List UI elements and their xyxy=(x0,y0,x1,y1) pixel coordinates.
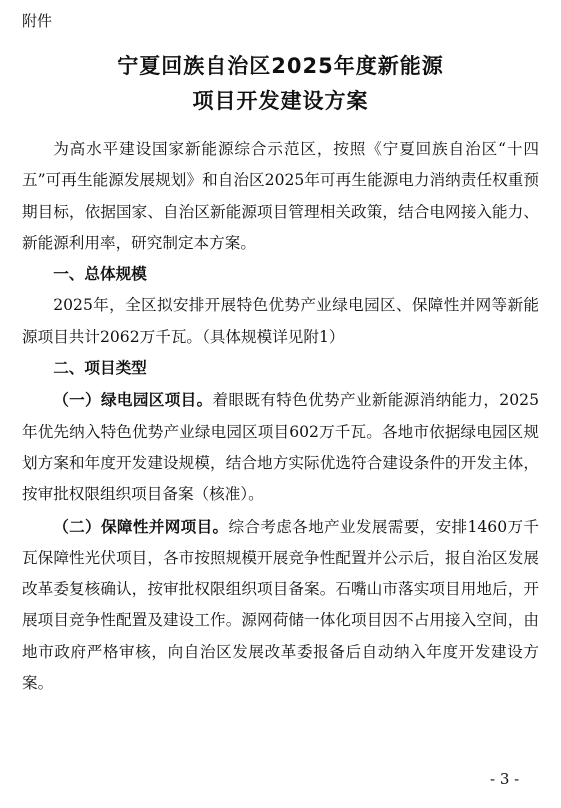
item-1-paragraph xyxy=(22,384,539,510)
item-2-paragraph xyxy=(22,511,539,700)
page-number: - 3 - xyxy=(490,770,520,788)
attachment-label: 附件 xyxy=(22,12,53,30)
document-title-line-1: 宁夏回族自治区2025年度新能源 xyxy=(117,54,444,78)
intro-paragraph: 为高水平建设国家新能源综合示范区，按照《宁夏回族自治区“十四五”可再生能源发展规划》和自治区2025年可再生能源电力消纳责任权重预期目标，依据国家、自治区新能源项目管理相关政策，结合电网接入能力、新能源利用率，研究制定本方案。 xyxy=(22,140,539,252)
document-title-line-2: 项目开发建设方案 xyxy=(192,89,369,113)
section-1-heading: 一、总体规模 xyxy=(53,265,147,284)
item-2-text: 综合考虑各地产业发展需要，安排1460万千瓦保障性光伏项目，各市按照规模开展竞争性配置并公示后，报自治区发展改革委复核确认，按审批权限组织项目备案。石嘴山市落实项目用地后，开展项目竞争性配置及建设工作。源网荷储一体化项目因不占用接入空间，由地市政府严格审核，向自治区发展改革委报备后自动纳入年度开发建设方案。 xyxy=(22,517,539,693)
item-1-text: 着眼既有特色优势产业新能源消纳能力，2025年优先纳入特色优势产业绿电园区项目602万千瓦。各地市依据绿电园区规划方案和年度开发建设规模，结合地方实际优选符合建设条件的开发主体，按审批权限组织项目备案（核准）。 xyxy=(22,391,539,504)
document-body xyxy=(22,134,539,699)
section-1-paragraph: 2025年，全区拟安排开展特色优势产业绿电园区、保障性并网等新能源项目共计2062万千瓦。（具体规模详见附1） xyxy=(22,296,539,346)
section-2-heading: 二、项目类型 xyxy=(53,359,147,378)
item-2-label: （二）保障性并网项目。 xyxy=(53,516,229,536)
item-1-label: （一）绿电园区项目。 xyxy=(53,390,213,410)
